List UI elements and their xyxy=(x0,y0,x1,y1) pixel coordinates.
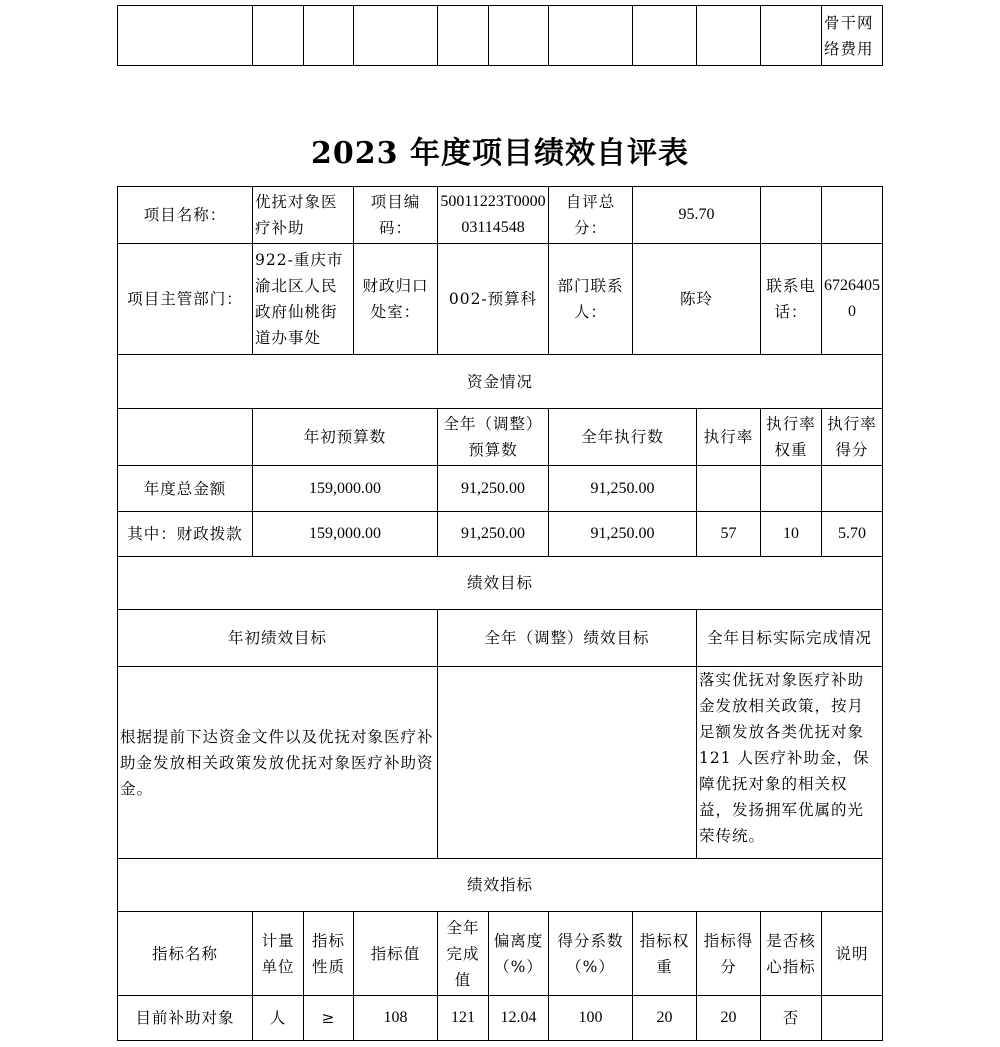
office-label: 财政归口处室： xyxy=(354,244,438,355)
col-header-weight: 执行率权重 xyxy=(761,409,822,466)
goals-section-row xyxy=(118,557,883,610)
evaluation-table xyxy=(117,186,883,1041)
col-header-deviation: 偏离度（%） xyxy=(489,912,549,996)
indicator-core: 否 xyxy=(761,996,822,1041)
indicator-note xyxy=(822,996,883,1041)
indicators-section-row xyxy=(118,859,883,912)
weight-value: 10 xyxy=(761,512,822,557)
empty-cell xyxy=(697,6,761,66)
indicator-nature: ≥ xyxy=(304,996,354,1041)
dept-value: 922-重庆市渝北区人民政府仙桃街道办事处 xyxy=(253,244,354,355)
project-row-1 xyxy=(118,187,883,244)
adjusted-value: 91,250.00 xyxy=(438,466,549,512)
empty-cell xyxy=(118,409,253,466)
phone-label: 联系电话： xyxy=(761,244,822,355)
empty-cell xyxy=(761,6,822,66)
score-label: 自评总分： xyxy=(549,187,633,244)
goals-actual-text: 落实优抚对象医疗补助金发放相关政策，按月足额发放各类优抚对象 121 人医疗补助金，保障优抚对象的相关权益，发扬拥军优属的光荣传统。 xyxy=(697,667,883,859)
score-value: 5.70 xyxy=(822,512,883,557)
rate-value xyxy=(697,466,761,512)
col-header-note: 说明 xyxy=(822,912,883,996)
col-header-coef: 得分系数（%） xyxy=(549,912,633,996)
project-row-2 xyxy=(118,244,883,355)
initial-value: 159,000.00 xyxy=(253,512,438,557)
indicator-coef: 100 xyxy=(549,996,633,1041)
col-header-value: 指标值 xyxy=(354,912,438,996)
col-header-actual: 全年完成值 xyxy=(438,912,489,996)
col-header-adjusted: 全年（调整）预算数 xyxy=(438,409,549,466)
contact-value: 陈玲 xyxy=(633,244,761,355)
row-label: 其中：财政拨款 xyxy=(118,512,253,557)
project-code-label: 项目编码： xyxy=(354,187,438,244)
contact-label: 部门联系人： xyxy=(549,244,633,355)
dept-label: 项目主管部门： xyxy=(118,244,253,355)
empty-cell xyxy=(761,187,822,244)
office-value: 002-预算科 xyxy=(438,244,549,355)
indicator-deviation: 12.04 xyxy=(489,996,549,1041)
col-header-core: 是否核心指标 xyxy=(761,912,822,996)
empty-cell xyxy=(118,6,253,66)
table-row xyxy=(118,6,883,66)
table-row xyxy=(118,996,883,1041)
indicator-unit: 人 xyxy=(253,996,304,1041)
empty-cell xyxy=(438,6,489,66)
note-cell: 骨干网络费用 xyxy=(822,6,883,66)
indicator-value: 108 xyxy=(354,996,438,1041)
indicators-section-title: 绩效指标 xyxy=(118,859,883,912)
col-header-name: 指标名称 xyxy=(118,912,253,996)
page-title: 2023 年度项目绩效自评表 xyxy=(311,136,689,171)
goals-content-row xyxy=(118,667,883,859)
col-header-nature: 指标性质 xyxy=(304,912,354,996)
previous-table-tail xyxy=(117,5,883,66)
row-label: 年度总金额 xyxy=(118,466,253,512)
col-header-weight: 指标权重 xyxy=(633,912,697,996)
empty-cell xyxy=(304,6,354,66)
empty-cell xyxy=(489,6,549,66)
score-value: 95.70 xyxy=(633,187,761,244)
col-header-score: 执行率得分 xyxy=(822,409,883,466)
col-header-initial: 年初预算数 xyxy=(253,409,438,466)
executed-value: 91,250.00 xyxy=(549,466,697,512)
goals-initial-text: 根据提前下达资金文件以及优抚对象医疗补助金发放相关政策发放优抚对象医疗补助资金。 xyxy=(118,667,438,859)
empty-cell xyxy=(549,6,633,66)
weight-value xyxy=(761,466,822,512)
rate-value: 57 xyxy=(697,512,761,557)
funds-section-row xyxy=(118,355,883,409)
empty-cell xyxy=(253,6,304,66)
table-row xyxy=(118,466,883,512)
project-code-value: 50011223T000003114548 xyxy=(438,187,549,244)
indicator-name: 目前补助对象 xyxy=(118,996,253,1041)
empty-cell xyxy=(822,187,883,244)
col-header-unit: 计量单位 xyxy=(253,912,304,996)
funds-header-row xyxy=(118,409,883,466)
score-value xyxy=(822,466,883,512)
col-header-executed: 全年执行数 xyxy=(549,409,697,466)
goals-adjusted-header: 全年（调整）绩效目标 xyxy=(438,610,697,667)
empty-cell xyxy=(633,6,697,66)
funds-section-title: 资金情况 xyxy=(118,355,883,409)
initial-value: 159,000.00 xyxy=(253,466,438,512)
goals-section-title: 绩效目标 xyxy=(118,557,883,610)
project-name-label: 项目名称： xyxy=(118,187,253,244)
goals-adjusted-text xyxy=(438,667,697,859)
col-header-score: 指标得分 xyxy=(697,912,761,996)
executed-value: 91,250.00 xyxy=(549,512,697,557)
indicator-weight: 20 xyxy=(633,996,697,1041)
adjusted-value: 91,250.00 xyxy=(438,512,549,557)
table-row xyxy=(118,512,883,557)
goals-actual-header: 全年目标实际完成情况 xyxy=(697,610,883,667)
goals-header-row xyxy=(118,610,883,667)
indicator-actual: 121 xyxy=(438,996,489,1041)
phone-value: 67264050 xyxy=(822,244,883,355)
empty-cell xyxy=(354,6,438,66)
goals-initial-header: 年初绩效目标 xyxy=(118,610,438,667)
indicators-header-row xyxy=(118,912,883,996)
project-name-value: 优抚对象医疗补助 xyxy=(253,187,354,244)
indicator-score: 20 xyxy=(697,996,761,1041)
col-header-rate: 执行率 xyxy=(697,409,761,466)
